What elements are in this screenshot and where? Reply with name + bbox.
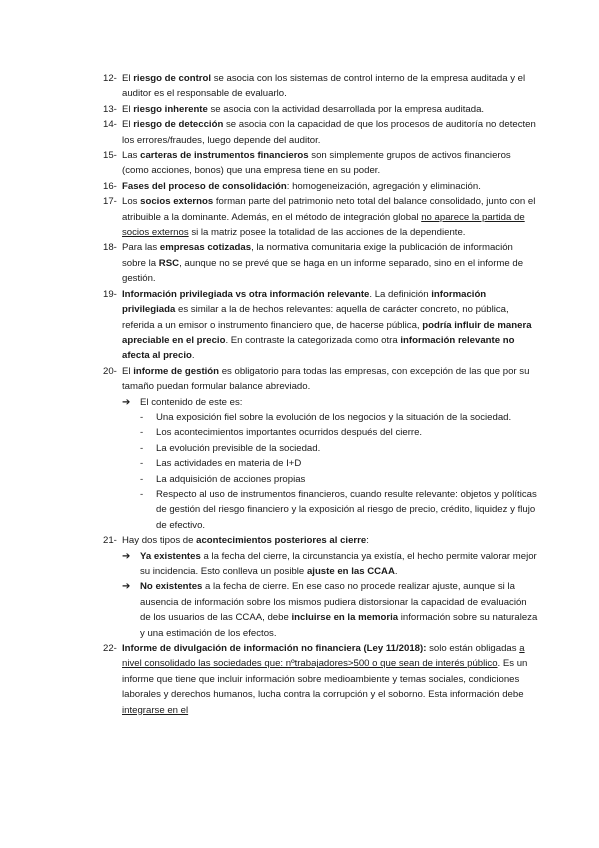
dash-item-text: La evolución previsible de la sociedad.	[156, 442, 321, 454]
text-run: :	[366, 535, 369, 547]
dash-marker: -	[140, 488, 144, 500]
item-text	[122, 287, 539, 364]
list-item	[103, 117, 539, 148]
bold-text: podría influir de manera apreciable en el precio	[122, 319, 532, 346]
dash-item-text: Las actividades en materia de I+D	[156, 458, 302, 470]
list-item	[103, 179, 539, 194]
arrow-bullet	[122, 395, 539, 410]
dash-marker: -	[140, 411, 144, 423]
dash-item-text: Una exposición fiel sobre la evolución de los negocios y la situación de la sociedad.	[156, 411, 512, 423]
bold-text: Ya existentes	[140, 550, 201, 562]
dash-marker: -	[140, 473, 144, 485]
text-run: Para las	[122, 242, 160, 254]
item-number: 16-	[103, 180, 117, 192]
text-run: El	[122, 119, 134, 131]
bold-text: Informe de divulgación de información no financiera (Ley 11/2018):	[122, 643, 427, 655]
text-run: a la fecha del cierre, la circunstancia ya existía, el hecho permite valorar mejor su incidencia. Esto conlleva un posible	[140, 550, 537, 577]
bold-text: acontecimientos posteriores al cierre	[196, 535, 367, 547]
item-number: 15-	[103, 150, 117, 162]
dash-item-text: Respecto al uso de instrumentos financieros, cuando resulte relevante: objetos y políticas de gestión del riesgo financiero y la exposición al riesgo de precio, crédito, liquidez y flujo de efectivo.	[156, 488, 537, 531]
text-run: forman parte del patrimonio neto total del balance consolidado, junto con el atribuible a la dominante. Además, en el método de integración global	[122, 196, 536, 223]
dash-list	[122, 410, 539, 533]
bold-text: Información privilegiada vs otra información relevante	[122, 288, 370, 300]
item-text	[122, 533, 539, 548]
dash-marker: -	[140, 458, 144, 470]
text-run: El	[122, 365, 134, 377]
item-text	[122, 117, 539, 148]
text-run: . La definición	[369, 288, 432, 300]
item-number: 22-	[103, 643, 117, 655]
item-text	[122, 179, 539, 194]
bold-text: No existentes	[140, 581, 203, 593]
underlined-text: no aparece la partida de socios externos	[122, 211, 525, 239]
list-item	[103, 641, 539, 718]
text-run: se asocia con la capacidad de que los procesos de auditoría no detecten los errores/fraudes, luego depende del auditor.	[122, 119, 536, 146]
dash-item	[140, 425, 539, 440]
item-number: 12-	[103, 73, 117, 84]
dash-item	[140, 441, 539, 456]
text-run: si la matriz posee la totalidad de las acciones de la dependiente.	[188, 227, 466, 239]
arrow-bullet-text	[140, 581, 537, 638]
list-item	[103, 194, 539, 240]
text-run: solo están obligadas	[426, 643, 520, 655]
list-item	[103, 71, 539, 102]
dash-item	[140, 472, 539, 487]
text-run: , la normativa comunitaria exige la publicación de información sobre la	[122, 242, 513, 269]
dash-item-text: Los acontecimientos importantes ocurridos después del cierre.	[156, 427, 423, 439]
bold-text: carteras de instrumentos financieros	[140, 150, 309, 162]
arrow-bullet-text	[140, 551, 537, 577]
bold-text: informe de gestión	[133, 365, 220, 377]
list-item	[103, 148, 539, 179]
arrow-bullet-text: El contenido de este es:	[140, 396, 243, 408]
text-run: Las	[122, 150, 141, 162]
bold-text: RSC	[158, 257, 180, 269]
list-item	[103, 287, 539, 364]
item-text	[122, 71, 539, 102]
item-number: 18-	[103, 242, 117, 254]
underlined-text: integrarse en el	[122, 704, 189, 716]
text-run: Hay dos tipos de	[122, 535, 197, 547]
arrow-right-icon: ➔	[122, 550, 131, 562]
item-number: 17-	[103, 196, 117, 208]
bold-text: incluirse en la memoria	[291, 612, 399, 624]
arrow-bullet	[122, 579, 539, 641]
text-run: El	[122, 73, 134, 84]
list-item	[103, 240, 539, 286]
dash-marker: -	[140, 427, 144, 439]
text-run: Los	[122, 196, 141, 208]
bold-text: riesgo inherente	[133, 103, 208, 115]
bold-text: riesgo de control	[133, 73, 212, 84]
dash-item	[140, 456, 539, 471]
item-text	[122, 364, 539, 395]
item-number: 21-	[103, 535, 117, 547]
item-number: 14-	[103, 119, 117, 131]
list-item	[103, 533, 539, 641]
text-run: . Es un informe que tiene que incluir información sobre medioambiente y temas sociales, condiciones laborales y derechos humanos, lucha contra la corrupción y el soborno. Esta información debe	[122, 658, 528, 701]
text-run: El	[122, 103, 134, 115]
arrow-right-icon: ➔	[122, 581, 131, 593]
bold-text: información privilegiada	[122, 288, 487, 316]
arrow-bullet	[122, 549, 539, 580]
bold-text: ajuste en las CCAA	[306, 566, 395, 577]
item-text	[122, 102, 539, 117]
dash-item	[140, 410, 539, 425]
item-text	[122, 240, 539, 286]
text-run: . En contraste la categorizada como otra	[225, 334, 401, 346]
dash-item-text: La adquisición de acciones propias	[156, 473, 306, 485]
bold-text: información relevante no afecta al precio	[122, 334, 515, 362]
list-item	[103, 102, 539, 117]
item-number: 13-	[103, 103, 117, 115]
text-run: se asocia con la actividad desarrollada por la empresa auditada.	[207, 103, 485, 115]
text-run: son simplemente grupos de activos financieros (como acciones, bonos) que una empresa tiene en su poder.	[122, 150, 511, 177]
arrow-right-icon: ➔	[122, 396, 131, 408]
item-number: 19-	[103, 288, 117, 300]
item-text	[122, 148, 539, 179]
text-run: , aunque no se prevé que se haga en un informe separado, sino en el informe de gestión.	[122, 257, 524, 285]
text-run: .	[191, 350, 195, 362]
text-run: : homogeneización, agregación y eliminación.	[286, 180, 481, 192]
bold-text: riesgo de detección	[133, 119, 224, 131]
dash-marker: -	[140, 442, 144, 454]
bold-text: socios externos	[140, 196, 214, 208]
item-text	[122, 194, 539, 240]
text-run: es obligatorio para todas las empresas, con excepción de las que por su tamaño puedan formular balance abreviado.	[122, 365, 530, 393]
text-run: es similar a la de hechos relevantes: aquella de carácter concreto, no pública, referida a un emisor o instrumento financiero que, de hacerse pública,	[122, 304, 509, 331]
text-run: información sobre su naturaleza y una estimación de los efectos.	[140, 612, 538, 639]
bold-text: empresas cotizadas	[159, 242, 252, 254]
text-run: a la fecha de cierre. En ese caso no procede realizar ajuste, aunque si la ausencia de información sobre los mismos pudiera distorsionar la capacidad de evaluación de los usuarios de las CCAA, debe	[140, 581, 527, 624]
list-item	[103, 364, 539, 533]
dash-item	[140, 487, 539, 533]
bold-text: Fases del proceso de consolidación	[122, 180, 287, 192]
text-run: .	[394, 566, 398, 577]
underlined-text: a nivel consolidado las sociedades que: nºtrabajadores>500 o que sean de interés público	[122, 643, 525, 670]
text-run: se asocia con los sistemas de control interno de la empresa auditada y el auditor es el responsable de evaluarlo.	[122, 73, 526, 100]
item-text	[122, 641, 539, 718]
item-number: 20-	[103, 365, 117, 377]
